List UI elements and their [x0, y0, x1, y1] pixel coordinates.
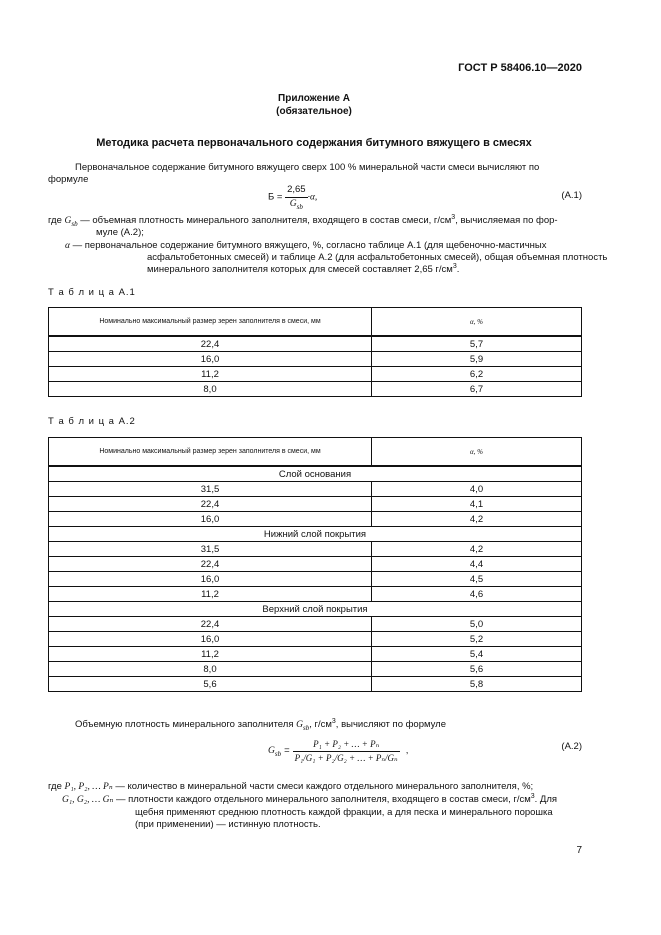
appendix-status: (обязательное) — [276, 106, 352, 117]
cell-alpha: 5,6 — [372, 662, 582, 677]
group-title: Верхний слой покрытия — [49, 602, 582, 617]
formula-a1-numerator: 2,65 — [285, 184, 308, 198]
cell-alpha: 4,4 — [372, 557, 582, 572]
table-header-row — [49, 438, 582, 467]
table-a2-caption: Т а б л и ц а А.2 — [48, 416, 136, 427]
where1-line-3: α — первоначальное содержание битумного вяжущего, %, согласно таблице А.1 (для щебеночно-мастичных — [65, 240, 547, 251]
cell-size: 31,5 — [49, 482, 372, 497]
formula-a2-numerator: P₁ + P₂ + … + Pₙ — [293, 738, 400, 752]
cell-size: 8,0 — [49, 662, 372, 677]
table-row — [49, 367, 582, 382]
table-row — [49, 587, 582, 602]
formula-a2-tail: , — [405, 744, 409, 756]
cell-alpha: 4,1 — [372, 497, 582, 512]
cell-size: 22,4 — [49, 617, 372, 632]
group-row-upper-layer — [49, 602, 582, 617]
intro-line-1: Первоначальное содержание битумного вяжущего сверх 100 % минеральной части смеси вычисляют по — [75, 162, 540, 173]
cell-size: 16,0 — [49, 512, 372, 527]
cell-alpha: 5,0 — [372, 617, 582, 632]
table-row — [49, 336, 582, 352]
column-header-size: Номинально максимальный размер зерен заполнителя в смеси, мм — [49, 438, 372, 467]
formula-a2-number: (А.2) — [561, 741, 582, 752]
table-row — [49, 497, 582, 512]
cell-alpha: 5,2 — [372, 632, 582, 647]
group-row-lower-layer — [49, 527, 582, 542]
cell-alpha: 4,5 — [372, 572, 582, 587]
cell-size: 8,0 — [49, 382, 372, 397]
table-row — [49, 557, 582, 572]
table-a1 — [48, 307, 582, 397]
formula-a2-denominator: P₁/G₁ + P₂/G₂ + … + Pₙ/Gₙ — [294, 752, 398, 763]
cell-alpha: 5,4 — [372, 647, 582, 662]
appendix-title: Приложение А — [278, 93, 350, 104]
table-row — [49, 617, 582, 632]
cell-alpha: 5,9 — [372, 352, 582, 367]
table-row — [49, 662, 582, 677]
group-title: Нижний слой покрытия — [49, 527, 582, 542]
column-header-alpha: α, % — [372, 308, 582, 337]
cell-alpha: 5,8 — [372, 677, 582, 692]
cell-size: 16,0 — [49, 352, 372, 367]
cell-size: 16,0 — [49, 632, 372, 647]
group-title: Слой основания — [49, 466, 582, 482]
table-row — [49, 542, 582, 557]
density-text: Объемную плотность минерального заполнителя $G_{sb}$, $г/см^3$, вычисляют по формуле — [75, 717, 447, 732]
where1-line-2: муле (А.2); — [96, 227, 144, 238]
cell-size: 11,2 — [49, 367, 372, 382]
cell-size: 16,0 — [49, 572, 372, 587]
appendix-heading — [46, 92, 582, 118]
table-header-row — [49, 308, 582, 337]
formula-a1-fraction — [285, 184, 308, 210]
cell-size: 11,2 — [49, 587, 372, 602]
where1-line-4: асфальтобетонных смесей) и таблице А.2 (для асфальтобетонных смесей), общая объемная плотность — [147, 252, 608, 263]
table-row — [49, 382, 582, 397]
table-row — [49, 572, 582, 587]
table-row — [49, 512, 582, 527]
formula-a1-lhs: Б = — [268, 191, 283, 203]
where1-line-5: минерального заполнителя которых для смесей составляет 2,65 $г/см^3$. — [147, 262, 460, 275]
formula-a2-fraction — [293, 738, 400, 764]
cell-size: 11,2 — [49, 647, 372, 662]
cell-alpha: 6,7 — [372, 382, 582, 397]
cell-size: 5,6 — [49, 677, 372, 692]
formula-a1-denominator: $G_{sb}$ — [289, 198, 303, 211]
page-number: 7 — [576, 845, 582, 856]
where2-line-4: (при применении) — истинную плотность. — [135, 819, 321, 830]
table-row — [49, 352, 582, 367]
cell-alpha: 5,7 — [372, 336, 582, 352]
table-a2 — [48, 437, 582, 692]
table-row — [49, 482, 582, 497]
document-id: ГОСТ Р 58406.10—2020 — [458, 62, 582, 74]
where1-line-1: где $G_{sb}$ — объемная плотность минерального заполнителя, входящего в состав смеси, $г/см^3$, вычисляемая по фор- — [48, 213, 558, 228]
formula-a1-tail: ·α, — [307, 192, 318, 203]
where2-line-2: G₁, G₂, … Gₙ — плотности каждого отдельного минерального заполнителя, входящего в состав смеси, $г/см^3$. Для — [62, 792, 558, 805]
where2-line-1: где P₁, P₂, … Pₙ — количество в минеральной части смеси каждого отдельного минерального заполнителя, %; — [48, 781, 534, 792]
table-a1-caption: Т а б л и ц а А.1 — [48, 287, 136, 298]
cell-alpha: 6,2 — [372, 367, 582, 382]
formula-a2-equals: = — [284, 744, 290, 756]
table-row — [49, 647, 582, 662]
formula-a1-number: (А.1) — [561, 190, 582, 201]
column-header-alpha: α, % — [372, 438, 582, 467]
table-row — [49, 677, 582, 692]
formula-a2 — [268, 738, 408, 764]
cell-size: 22,4 — [49, 497, 372, 512]
cell-size: 22,4 — [49, 557, 372, 572]
section-title: Методика расчета первоначального содержания битумного вяжущего в смесях — [96, 137, 532, 149]
intro-line-2: формуле — [48, 174, 89, 185]
formula-a2-lhs: $G_{sb}$ — [268, 745, 282, 758]
column-header-size: Номинально максимальный размер зерен заполнителя в смеси, мм — [49, 308, 372, 337]
table-row — [49, 632, 582, 647]
formula-a1 — [268, 184, 317, 210]
cell-alpha: 4,2 — [372, 512, 582, 527]
cell-alpha: 4,2 — [372, 542, 582, 557]
where2-line-3: щебня применяют среднюю плотность каждой фракции, а для песка и минерального порошка — [135, 807, 553, 818]
group-row-base-layer — [49, 466, 582, 482]
cell-size: 22,4 — [49, 336, 372, 352]
cell-alpha: 4,0 — [372, 482, 582, 497]
cell-alpha: 4,6 — [372, 587, 582, 602]
cell-size: 31,5 — [49, 542, 372, 557]
